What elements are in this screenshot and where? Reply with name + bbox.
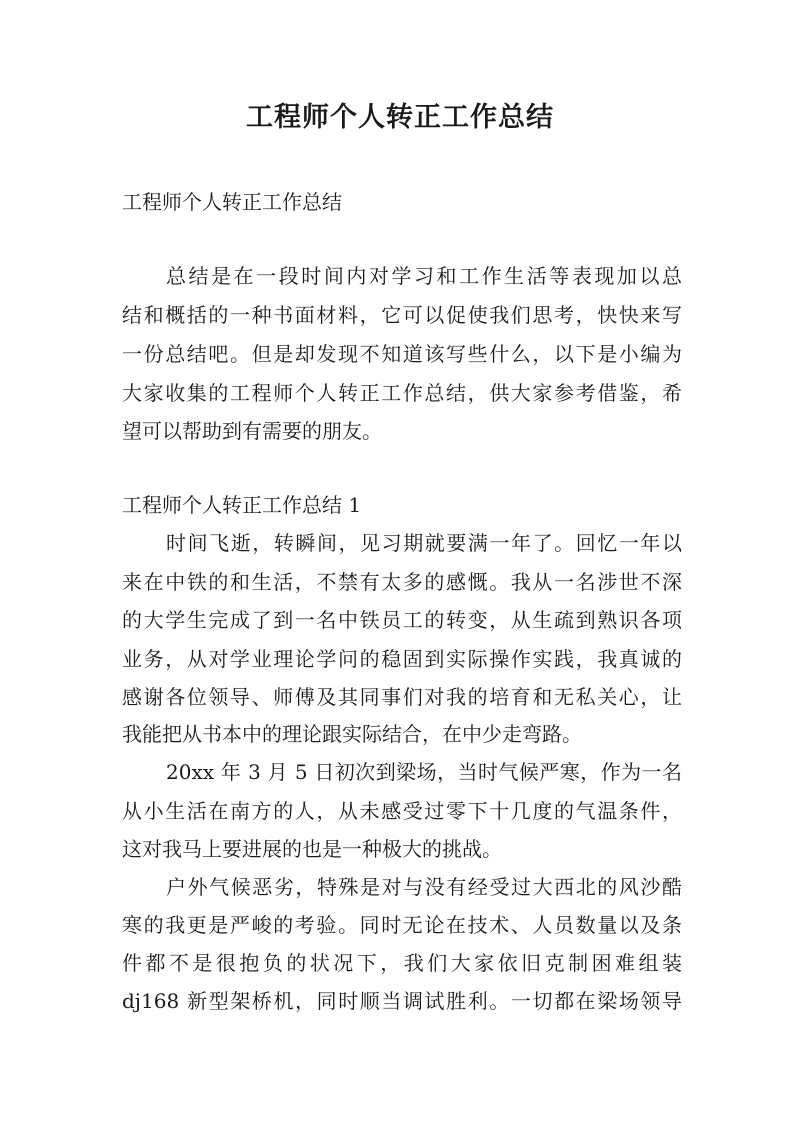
document-title: 工程师个人转正工作总结 [246,102,554,133]
intro-line: 大家收集的工程师个人转正工作总结，供大家参考借鉴，希 [122,381,682,405]
paragraph-line: 这对我马上要进展的也是一种极大的挑战。 [122,837,502,861]
paragraph-line: 件都不是很抱负的状况下，我们大家依旧克制困难组装 [122,951,682,975]
paragraph-line: 感谢各位领导、师傅及其同事们对我的培育和无私关心，让 [122,685,682,709]
intro-line: 结和概括的一种书面材料，它可以促使我们思考，快快来写 [122,303,682,327]
document-subtitle: 工程师个人转正工作总结 [122,190,342,214]
section-heading: 工程师个人转正工作总结 1 [122,493,362,517]
paragraph-line: dj168 新型架桥机，同时顺当调试胜利。一切都在梁场领导 [122,989,682,1013]
intro-line: 总结是在一段时间内对学习和工作生活等表现加以总 [166,264,682,288]
paragraph-line: 来在中铁的和生活，不禁有太多的感慨。我从一名涉世不深 [122,570,682,594]
paragraph-line: 户外气候恶劣，特殊是对与没有经受过大西北的风沙酷 [166,875,682,899]
intro-line: 一份总结吧。但是却发现不知道该写些什么，以下是小编为 [122,342,682,366]
paragraph-line: 我能把从书本中的理论跟实际结合，在中少走弯路。 [122,722,582,746]
intro-line: 望可以帮助到有需要的朋友。 [122,419,382,443]
paragraph-line: 业务，从对学业理论学问的稳固到实际操作实践，我真诚的 [122,647,682,671]
paragraph-line: 的大学生完成了到一名中铁员工的转变，从生疏到熟识各项 [122,608,682,632]
paragraph-line: 寒的我更是严峻的考验。同时无论在技术、人员数量以及条 [122,913,682,937]
paragraph-line: 从小生活在南方的人，从未感受过零下十几度的气温条件， [122,799,682,823]
paragraph-line: 20xx 年 3 月 5 日初次到梁场，当时气候严寒，作为一名 [166,760,682,784]
paragraph-line: 时间飞逝，转瞬间，见习期就要满一年了。回忆一年以 [166,531,682,555]
